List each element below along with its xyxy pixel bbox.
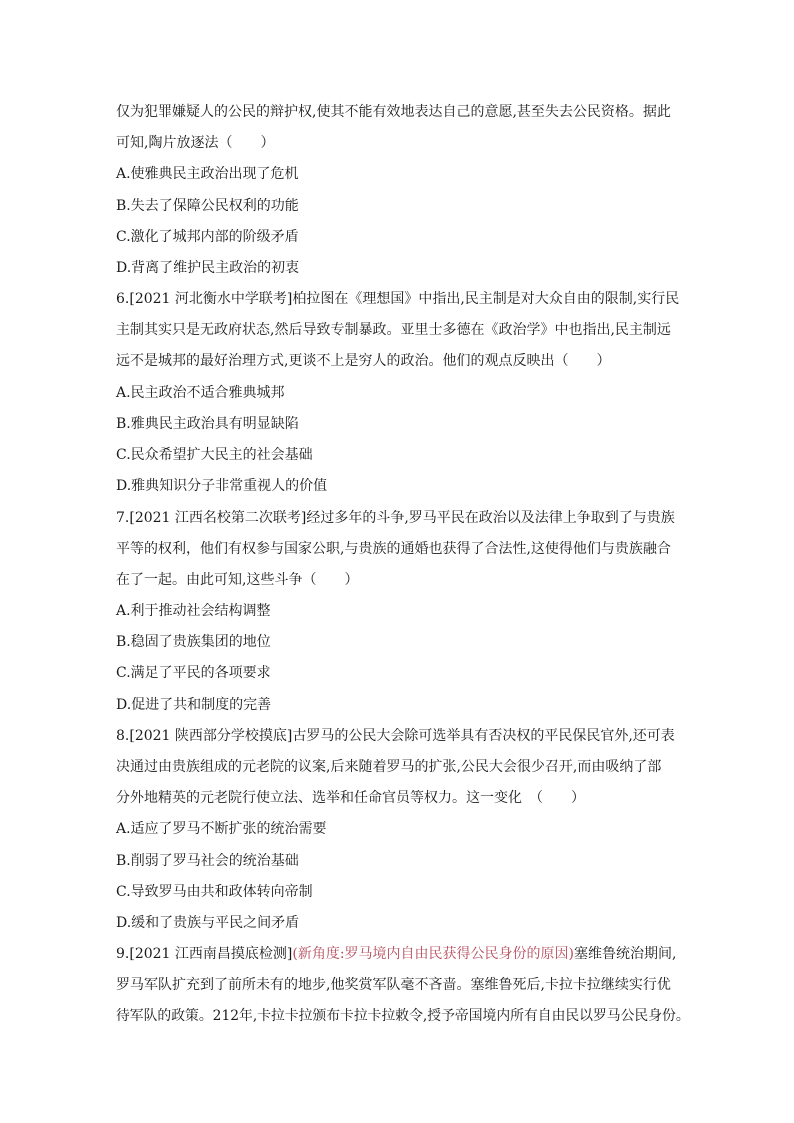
question7-option-a: A.利于推动社会结构调整 — [116, 603, 271, 619]
question8-option-b: B.削弱了罗马社会的统治基础 — [116, 853, 299, 869]
question8-option-c: C.导致罗马由共和政体转向帝制 — [116, 884, 313, 900]
question6-option-b: B.雅典民主政治具有明显缺陷 — [116, 416, 299, 432]
question8-stem-line2: 决通过由贵族组成的元老院的议案,后来随着罗马的扩张,公民大会很少召开,而由吸纳了部 — [116, 759, 662, 775]
question5-stem-line1: 仅为犯罪嫌疑人的公民的辩护权,使其不能有效地表达自己的意愿,甚至失去公民资格。据此 — [116, 104, 671, 120]
question7-option-c: C.满足了平民的各项要求 — [116, 665, 271, 681]
question9-stem-line1 — [116, 944, 676, 964]
question9-stem-start: 塞维鲁统治期间, — [574, 946, 677, 962]
question6-option-c: C.民众希望扩大民主的社会基础 — [116, 447, 313, 463]
question9-source: 9.[2021 江西南昌摸底检测] — [116, 946, 293, 962]
question6-stem-line3: 远不是城邦的最好治理方式,更谈不上是穷人的政治。他们的观点反映出（ ） — [116, 353, 611, 369]
question9-stem-line3: 待军队的政策。212年,卡拉卡拉颁布卡拉卡拉敕令,授予帝国境内所有自由民以罗马公民身份。 — [116, 1008, 690, 1024]
question9-stem-line2: 罗马军队扩充到了前所未有的地步,他奖赏军队毫不吝啬。塞维鲁死后,卡拉卡拉继续实行优 — [116, 977, 671, 993]
question6-stem-line1: 6.[2021 河北衡水中学联考]柏拉图在《理想国》中指出,民主制是对大众自由的限制,实行民 — [116, 291, 680, 307]
question7-stem-line3: 在了一起。由此可知,这些斗争（ ） — [116, 572, 359, 588]
question6-option-a: A.民主政治不适合雅典城邦 — [116, 385, 285, 401]
question7-stem-line2: 平等的权利，他们有权参与国家公职,与贵族的通婚也获得了合法性,这使得他们与贵族融合 — [116, 541, 671, 557]
question7-option-d: D.促进了共和制度的完善 — [116, 697, 272, 713]
question5-option-a: A.使雅典民主政治出现了危机 — [116, 166, 299, 182]
question5-option-d: D.背离了维护民主政治的初衷 — [116, 260, 300, 276]
question7-stem-line1: 7.[2021 江西名校第二次联考]经过多年的斗争,罗马平民在政治以及法律上争取到了与贵族 — [116, 510, 675, 526]
question8-stem-line3: 分外地精英的元老院行使立法、选举和任命官员等权力。这一变化 （ ） — [116, 790, 585, 806]
question5-option-b: B.失去了保障公民权利的功能 — [116, 198, 299, 214]
question8-option-a: A.适应了罗马不断扩张的统治需要 — [116, 821, 327, 837]
question6-option-d: D.雅典知识分子非常重视人的价值 — [116, 478, 328, 494]
question5-option-c: C.激化了城邦内部的阶级矛盾 — [116, 229, 299, 245]
question8-option-d: D.缓和了贵族与平民之间矛盾 — [116, 915, 300, 931]
question9-new-angle-tag: (新角度:罗马境内自由民获得公民身份的原因) — [292, 946, 575, 962]
question7-option-b: B.稳固了贵族集团的地位 — [116, 634, 271, 650]
question6-stem-line2: 主制其实只是无政府状态,然后导致专制暴政。亚里士多德在《政治学》中也指出,民主制远 — [116, 322, 671, 338]
question5-stem-line2: 可知,陶片放逐法（ ） — [116, 135, 275, 151]
question8-stem-line1: 8.[2021 陕西部分学校摸底]古罗马的公民大会除可选举具有否决权的平民保民官外,还可表 — [116, 728, 675, 744]
